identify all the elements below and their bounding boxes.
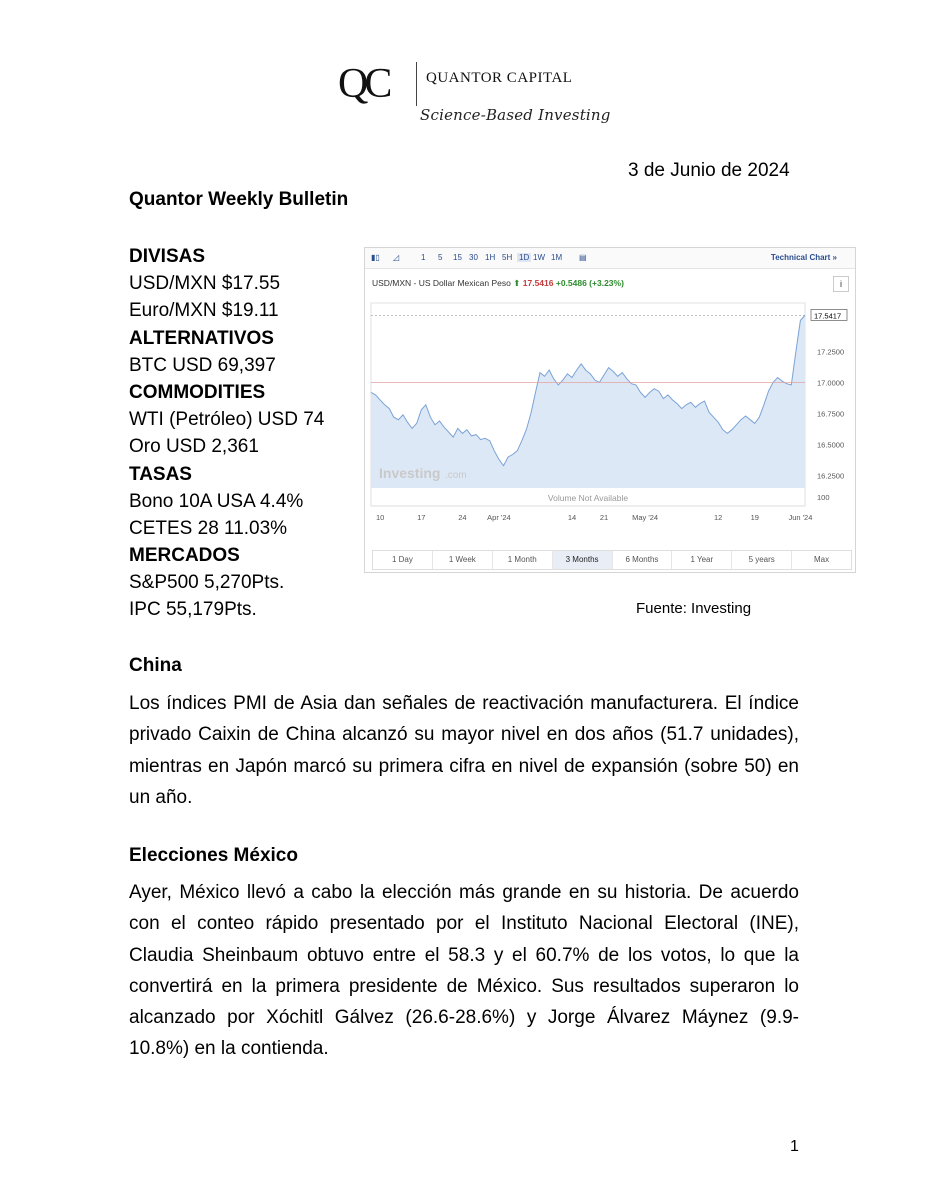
range-button[interactable]: 1 Week: [433, 551, 493, 569]
market-list-row: Bono 10A USA 4.4%: [129, 490, 304, 512]
volume-note: Volume Not Available: [547, 493, 629, 503]
x-tick-label: 14: [567, 513, 577, 522]
investing-watermark: Investing: [379, 465, 441, 481]
logo-divider: [416, 62, 417, 106]
up-arrow-icon: ⬆: [513, 278, 521, 288]
interval-button[interactable]: 5H: [502, 253, 513, 262]
last-price-label: 17.5417: [814, 311, 842, 321]
price-change: +0.5486 (+3.23%): [555, 278, 624, 288]
range-button[interactable]: 5 years: [732, 551, 792, 569]
logo-firm-name: QUANTOR CAPITAL: [426, 70, 573, 86]
x-tick-label: 10: [375, 513, 385, 522]
range-button[interactable]: 6 Months: [613, 551, 673, 569]
info-icon[interactable]: i: [833, 276, 849, 292]
market-list-row: TASAS: [129, 463, 192, 485]
interval-button[interactable]: 5: [438, 253, 443, 262]
interval-button[interactable]: 30: [469, 253, 478, 262]
range-button[interactable]: Max: [814, 555, 830, 564]
interval-button[interactable]: 1M: [551, 253, 563, 262]
range-button[interactable]: 1 Day: [373, 551, 433, 569]
company-logo: [336, 58, 611, 138]
x-tick-label: 17: [417, 513, 426, 522]
interval-button[interactable]: 1W: [533, 253, 545, 262]
bulletin-date: 3 de Junio de 2024: [628, 160, 790, 181]
y-tick-label: 16.5000: [817, 440, 845, 450]
x-tick-label: Jun '24: [788, 513, 813, 522]
logo-initials: QC: [338, 61, 389, 107]
x-tick-label: 21: [599, 513, 609, 522]
usd-mxn-chart: [364, 247, 856, 573]
market-list-row: WTI (Petróleo) USD 74: [129, 409, 325, 431]
market-list-row: S&P500 5,270Pts.: [129, 572, 285, 594]
x-tick-label: Apr '24: [487, 513, 511, 522]
pair-name: USD/MXN - US Dollar Mexican Peso: [372, 278, 511, 288]
candlestick-icon[interactable]: ▮▯: [371, 253, 380, 262]
market-list-row: COMMODITIES: [129, 381, 266, 403]
x-tick-label: 12: [714, 513, 723, 522]
market-list-row: CETES 28 11.03%: [129, 517, 288, 539]
interval-button-active[interactable]: 1D: [519, 253, 530, 262]
interval-button[interactable]: 15: [453, 253, 462, 262]
interval-button[interactable]: 1: [421, 253, 426, 262]
section-heading-china: China: [129, 655, 182, 676]
x-tick-label: May '24: [632, 513, 659, 522]
volume-tick-label: 100: [817, 493, 830, 502]
x-tick-label: 24: [458, 513, 467, 522]
range-button-selected[interactable]: 3 Months: [553, 551, 613, 569]
y-tick-label: 17.2500: [817, 347, 845, 357]
market-list-row: IPC 55,179Pts.: [129, 599, 257, 621]
page-number: 1: [790, 1138, 799, 1155]
section-body-china: Los índices PMI de Asia dan señales de reactivación manufacturera. El índice privado Caixin de China alcanzó su mayor nivel en dos años (51.7 unidades), mientras en Japón marcó su primera cifra en nivel de expansión (sobre 50) en un año.: [129, 693, 799, 808]
calendar-icon[interactable]: ▤: [579, 253, 587, 262]
bulletin-title: Quantor Weekly Bulletin: [129, 189, 349, 210]
range-button[interactable]: 1 Year: [672, 551, 732, 569]
price-area: [371, 315, 805, 488]
x-tick-label: 19: [750, 513, 759, 522]
section-body-elections: Ayer, México llevó a cabo la elección más grande en su historia. De acuerdo con el conteo rápido presentado por el Instituto Nacional Electoral (INE), Claudia Sheinbaum obtuvo entre el 58.3 y el 60.7% de los votos, lo que la convertirá en la primera presidente de México. Sus resultados superaron lo alcanzado por Xóchitl Gálvez (26.6-28.6%) y Jorge Álvarez Máynez (9.9-10.8%) en la contienda.: [129, 882, 799, 1060]
market-list-row: DIVISAS: [129, 246, 206, 267]
range-selector: [372, 550, 852, 570]
range-button[interactable]: 1 Month: [493, 551, 553, 569]
investing-watermark-suffix: .com: [445, 470, 467, 481]
chart-source: Fuente: Investing: [636, 600, 752, 617]
market-list-row: Euro/MXN $19.11: [129, 300, 279, 322]
market-list-row: ALTERNATIVOS: [129, 327, 274, 349]
logo-tagline: Science-Based Investing: [420, 106, 611, 124]
market-list-row: Oro USD 2,361: [129, 436, 259, 458]
market-list-row: MERCADOS: [129, 545, 240, 567]
y-tick-label: 17.0000: [817, 378, 845, 388]
interval-button[interactable]: 1H: [485, 253, 496, 262]
current-price: 17.5416: [522, 278, 554, 288]
area-chart-icon[interactable]: ◿: [393, 253, 400, 262]
section-heading-elections: Elecciones México: [129, 845, 298, 866]
market-list-row: USD/MXN $17.55: [129, 273, 281, 295]
technical-chart-link[interactable]: Technical Chart »: [770, 253, 837, 262]
market-summary-list: [129, 243, 369, 624]
market-list-row: BTC USD 69,397: [129, 354, 276, 376]
y-tick-label: 16.7500: [817, 409, 845, 419]
y-tick-label: 16.2500: [817, 471, 845, 481]
chart-plot: [365, 248, 855, 548]
